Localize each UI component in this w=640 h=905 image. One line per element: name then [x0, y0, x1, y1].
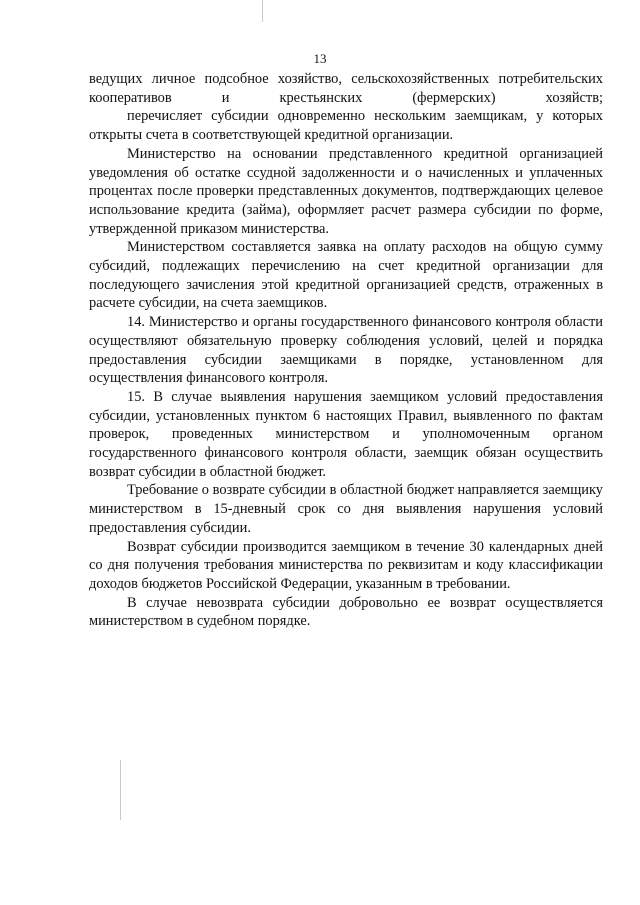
scan-edge-mark-top [262, 0, 263, 22]
scan-edge-mark-left [120, 760, 121, 820]
paragraph-payment-request: Министерством составляется заявка на оплату расходов на общую сумму субсидий, подлежащих перечислению на счет кредитной организации для последующего зачисления этой кредитной организацией средств, отраженных в расчете субсидии, на счета заемщиков. [89, 239, 603, 312]
paragraph-subsidy-calculation: Министерство на основании представленного кредитной организацией уведомления об остатке ссудной задолженности и о начисленных и уплаченных процентах после проверки представленных документов, подтверждающих целевое использование кредита (займа), оформляет расчет размера субсидии по форме, утвержденной приказом министерства. [89, 145, 603, 237]
page-number: 13 [313, 51, 327, 66]
document-body [89, 70, 603, 631]
paragraph-farm-cooperatives: ведущих личное подсобное хозяйство, сельскохозяйственных потребительских кооперативов и крестьянских (фермерских) хозяйств; [89, 71, 603, 106]
paragraph-refund-deadline: Возврат субсидии производится заемщиком в течение 30 календарных дней со дня получения требования министерства по реквизитам и коду классификации доходов бюджетов Российской Федерации, указанным в требовании. [89, 538, 603, 592]
paragraph-refund-demand: Требование о возврате субсидии в областной бюджет направляется заемщику министерством в 15-дневный срок со дня выявления нарушения условий предоставления субсидии. [89, 482, 603, 536]
paragraph-item-14-control: 14. Министерство и органы государственного финансового контроля области осуществляют обязательную проверку соблюдения условий, целей и порядка предоставления субсидии заемщиками в порядке, установленном для осуществления финансового контроля. [89, 314, 603, 387]
paragraph-item-15-violation: 15. В случае выявления нарушения заемщиком условий предоставления субсидии, установленных пунктом 6 настоящих Правил, выявленного по фактам проверок, проведенных министерством и уполномоченным органом государственного финансового контроля области, заемщик обязан осуществить возврат субсидии в областной бюджет. [89, 388, 603, 480]
paragraph-court-recovery: В случае невозврата субсидии добровольно ее возврат осуществляется министерством в судебном порядке. [89, 594, 603, 630]
paragraph-multiple-borrowers: перечисляет субсидии одновременно нескольким заемщикам, у которых открыты счета в соответствующей кредитной организации. [89, 108, 603, 144]
